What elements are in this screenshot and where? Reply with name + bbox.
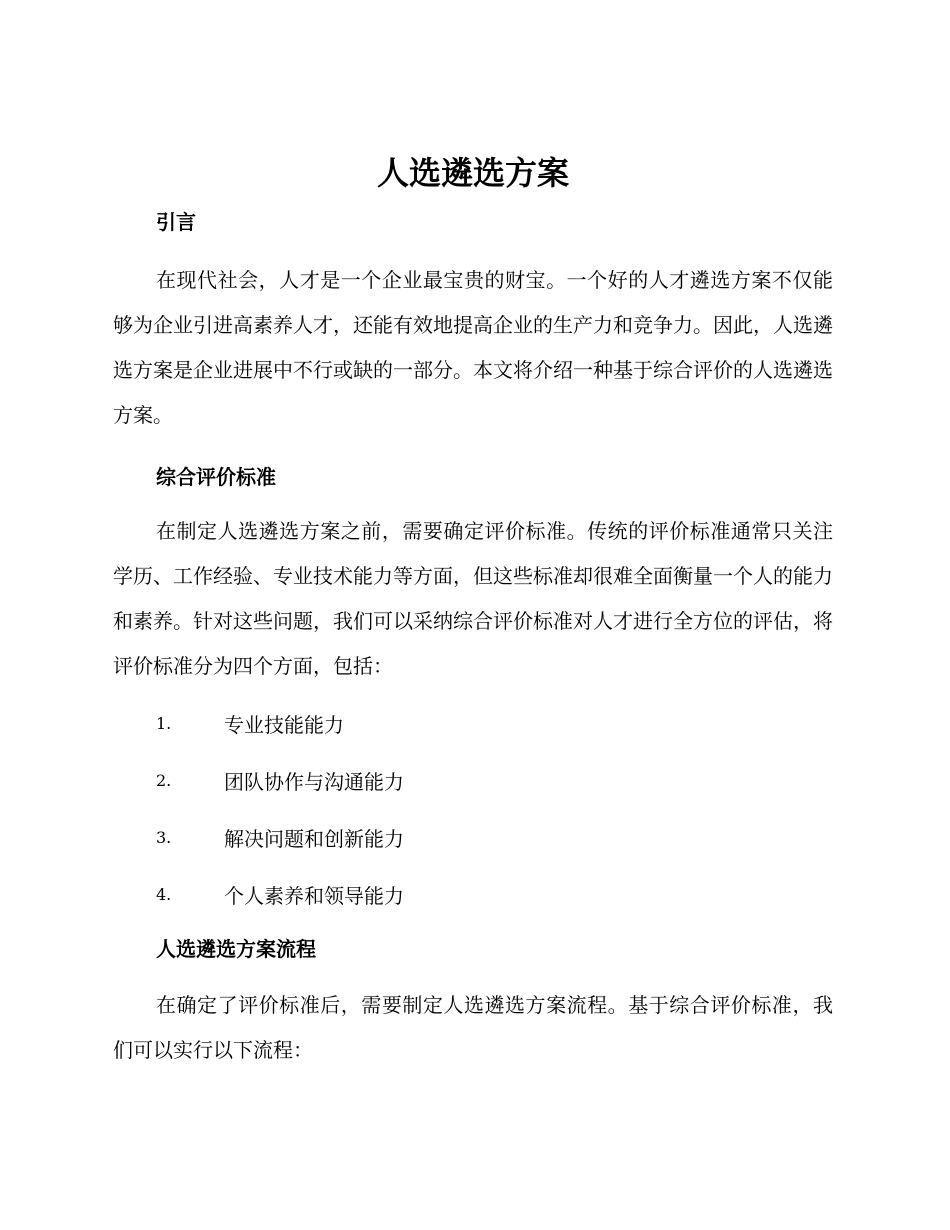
criteria-paragraph: 在制定人选遴选方案之前，需要确定评价标准。传统的评价标准通常只关注学历、工作经验、专业技术能力等方面，但这些标准却很难全面衡量一个人的能力和素养。针对这些问题，我们可以采纳综合评价标准对人才进行全方位的评估，将评价标准分为四个方面，包括：	[113, 519, 833, 678]
list-item-text: 解决问题和创新能力	[224, 827, 404, 851]
section-heading-process: 人选遴选方案流程	[156, 937, 316, 961]
list-item-number: 4.	[156, 885, 172, 904]
list-item-number: 1.	[156, 714, 172, 733]
document-content	[113, 150, 833, 1073]
process-paragraph: 在确定了评价标准后，需要制定人选遴选方案流程。基于综合评价标准，我们可以实行以下流程：	[113, 993, 833, 1062]
list-item	[113, 695, 833, 752]
section-heading-criteria: 综合评价标准	[156, 465, 276, 489]
list-item-number: 2.	[156, 771, 172, 790]
list-item	[113, 866, 833, 923]
list-item-text: 团队协作与沟通能力	[224, 770, 404, 794]
intro-paragraph: 在现代社会，人才是一个企业最宝贵的财宝。一个好的人才遴选方案不仅能够为企业引进高素养人才，还能有效地提高企业的生产力和竞争力。因此，人选遴选方案是企业进展中不行或缺的一部分。本文将介绍一种基于综合评价的人选遴选方案。	[113, 268, 833, 427]
document-title: 人选遴选方案	[376, 154, 569, 192]
list-item-text: 专业技能能力	[224, 713, 344, 737]
list-item	[113, 809, 833, 866]
list-item	[113, 752, 833, 809]
list-item-text: 个人素养和领导能力	[224, 884, 404, 908]
criteria-list	[113, 695, 833, 923]
list-item-number: 3.	[156, 828, 172, 847]
section-heading-intro: 引言	[156, 210, 196, 234]
